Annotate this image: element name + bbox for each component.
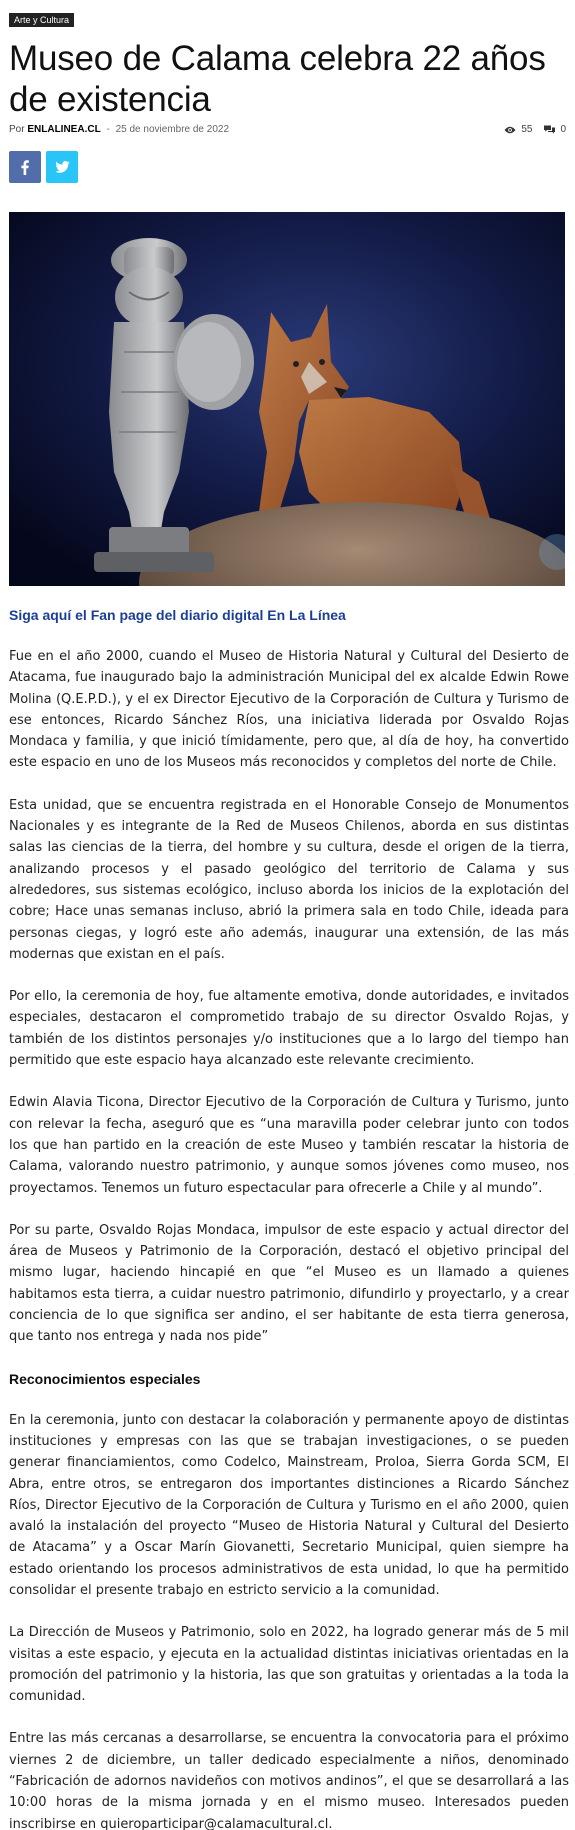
eye-icon (504, 126, 516, 134)
article-paragraph: La Dirección de Museos y Patrimonio, solo en 2022, ha logrado generar más de 5 mil visitas a este espacio, y ejecuta en la actualidad distintas iniciativas orientadas en la promoción del patrimonio y la historia, las que son gratuitas y orientadas a la toda la comunidad. (9, 1625, 569, 1705)
article-paragraph: Edwin Alavia Ticona, Director Ejecutivo de la Corporación de Cultura y Turismo, junto con relevar la fecha, aseguró que es “una maravilla poder celebrar junto con todos los que han partido en la creación de este Museo y también rescatar la historia de Calama, valorando nuestro patrimonio, y aunque somos jóvenes como museo, nos proyectamos. Tenemos un futuro espectacular para ofrecerle a Chile y al mundo”. (9, 1095, 569, 1196)
byline-prefix: Por (9, 124, 25, 135)
views-count: 55 (521, 124, 533, 135)
featured-image (9, 212, 565, 586)
category-badge[interactable]: Arte y Cultura (9, 13, 74, 27)
comments-count: 0 (560, 124, 566, 135)
article-paragraph: Esta unidad, que se encuentra registrada en el Honorable Consejo de Monumentos Nacionales y es integrante de la Red de Museos Chilenos, aborda en sus distintas salas las ciencias de la tierra, del hombre y su cultura, desde el origen de la tierra, analizando procesos y el pasado geológico del territorio de Calama y sus alrededores, sus sistemas ecológico, incluso aborda los inicios de la explotación del cobre; Hace unas semanas incluso, abrió la primera sala en todo Chile, ideada para personas ciegas, y logró este año además, inaugurar una extensión, de las más modernas que existan en el país. (9, 797, 569, 962)
publish-date: 25 de noviembre de 2022 (115, 124, 230, 135)
author-link[interactable]: ENLALINEA.CL (27, 124, 101, 135)
article-meta (9, 124, 566, 138)
meta-separator: - (106, 124, 110, 135)
article-paragraph: En la ceremonia, junto con destacar la colaboración y permanente apoyo de distintas instituciones y empresas con las que se trabajan investigaciones, o se pueden generar financiamientos, como Codelco, Mainstream, Proloa, Sierra Gorda SCM, El Abra, entre otros, se entregaron dos importantes distinciones a Ricardo Sánchez Ríos, Director Ejecutivo de la Corporación de Cultura y Turismo en el año 2000, quien avaló la instalación del proyecto “Museo de Historia Natural y Cultural del Desierto de Atacama” y a Oscar Marín Giovanetti, Secretario Municipal, quien siempre ha estado orientando los procesos administrativos de esta unidad, lo que ha permitido consolidar el presente trabajo en estricto servicio a la comunidad. (9, 1412, 569, 1598)
article-paragraph: Entre las más cercanas a desarrollarse, se encuentra la convocatoria para el próximo viernes 2 de diciembre, un taller dedicado especialmente a niños, denominado “Fabricación de adornos navideños con motivos andinos”, el que se desarrollará a las 10:00 horas de la misma jornada y en el mismo museo. Interesados pueden inscribirse en quieroparticipar@calamacultural.cl. (9, 1731, 569, 1830)
facebook-share-button[interactable] (9, 151, 41, 183)
article-stats (492, 124, 566, 135)
facebook-icon (21, 160, 29, 175)
twitter-share-button[interactable] (46, 151, 78, 183)
section-subheading: Reconocimientos especiales (9, 1370, 201, 1387)
comments-stat[interactable] (544, 124, 566, 135)
article-title: Museo de Calama celebra 22 años de existencia (9, 39, 546, 119)
views-stat (504, 124, 532, 135)
article-body (9, 605, 569, 1830)
article-paragraph: Por su parte, Osvaldo Rojas Mondaca, impulsor de este espacio y actual director del área de Museos y Patrimonio de la Corporación, destacó el objetivo principal del mismo lugar, haciendo hincapié en que “el Museo es un llamado a quienes habitamos esta tierra, a cuidar nuestro patrimonio, difundirlo y proyectarlo, y a crear conciencia de lo que significa ser andino, el ser habitante de esta tierra generosa, que tanto nos entrega y nada nos pide” (9, 1222, 569, 1345)
fanpage-link[interactable]: Siga aquí el Fan page del diario digital En La Línea (9, 607, 346, 623)
article-paragraph: Fue en el año 2000, cuando el Museo de Historia Natural y Cultural del Desierto de Atacama, fue inaugurado bajo la administración Municipal del ex alcalde Edwin Rowe Molina (Q.E.P.D.), y el ex Director Ejecutivo de la Corporación de Cultura y Turismo de ese entonces, Ricardo Sánchez Ríos, una iniciativa liderada por Osvaldo Rojas Mondaca y familia, y que inició tímidamente, pero que, al día de hoy, ha convertido este espacio en uno de los Museos más reconocidos y completos del norte de Chile. (9, 649, 569, 771)
comments-icon (544, 125, 555, 134)
article-paragraph: Por ello, la ceremonia de hoy, fue altamente emotiva, donde autoridades, e invitados especiales, destacaron el comprometido trabajo de su director Osvaldo Rojas, y también de los distintos personajes y/o instituciones que a lo largo del tiempo han permitido que este espacio haya alcanzado este relevante crecimiento. (9, 989, 569, 1069)
twitter-icon (55, 161, 70, 173)
share-buttons (9, 151, 83, 183)
